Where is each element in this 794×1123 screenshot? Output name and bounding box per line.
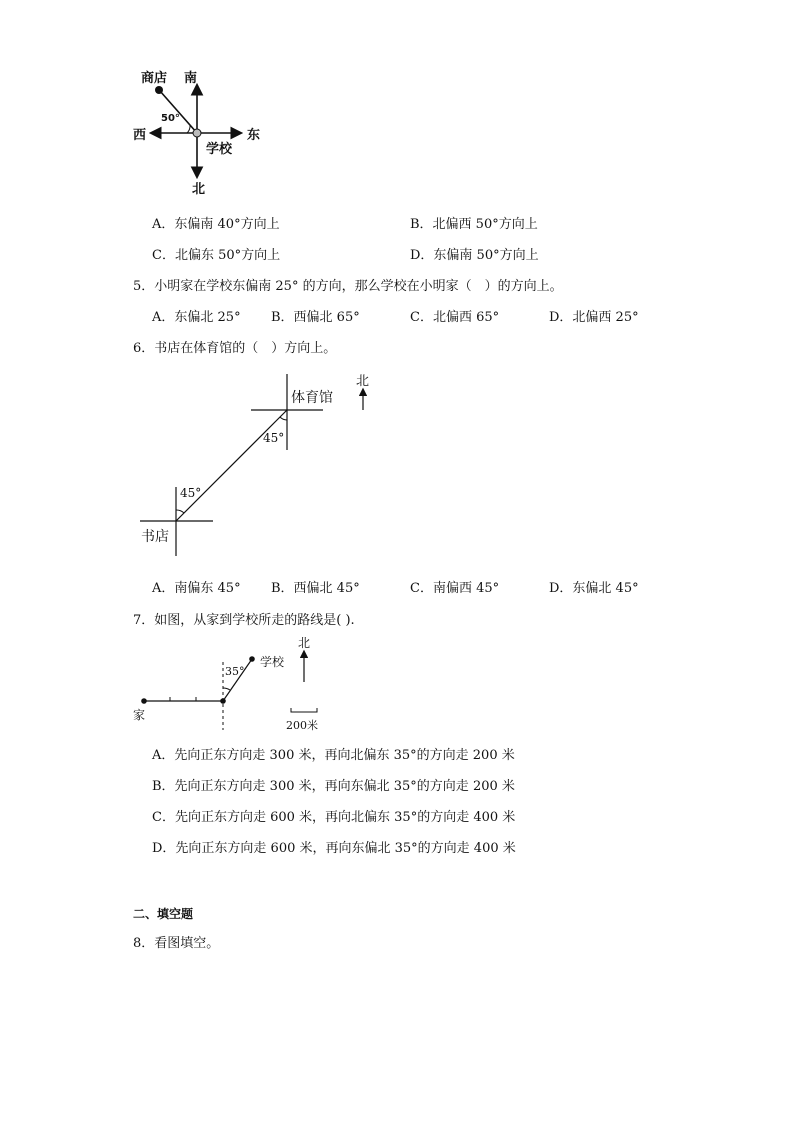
- q7-scale-label: 200米: [286, 719, 318, 732]
- south-label: 南: [184, 71, 198, 86]
- q5-option-b[interactable]: B．西偏北 65°: [271, 310, 360, 325]
- east-label: 东: [247, 128, 261, 143]
- turn-dot: [220, 698, 226, 704]
- school-label: 学校: [206, 142, 233, 157]
- q7-angle-label: 35°: [225, 665, 245, 678]
- bookstore-angle-label: 45°: [180, 486, 202, 500]
- q7-option-d[interactable]: D．先向正东方向走 600 米，再向东偏北 35°的方向走 400 米: [152, 841, 516, 856]
- gym-label: 体育馆: [291, 390, 333, 406]
- q7-school-label: 学校: [260, 655, 285, 669]
- q6-option-c[interactable]: C．南偏西 45°: [410, 581, 500, 596]
- q7-home-label: 家: [133, 708, 146, 722]
- q4-option-c[interactable]: C．北偏东 50°方向上: [152, 248, 281, 263]
- q5-option-c[interactable]: C．北偏西 65°: [410, 310, 500, 325]
- q6-north-label: 北: [356, 374, 370, 389]
- q4-option-b[interactable]: B．北偏西 50°方向上: [410, 217, 538, 232]
- q7-option-b[interactable]: B．先向正东方向走 300 米，再向东偏北 35°的方向走 200 米: [152, 779, 515, 794]
- q7-angle-arc: [223, 688, 230, 690]
- q5-option-a[interactable]: A．东偏北 25°: [152, 310, 241, 325]
- home-dot: [141, 698, 147, 704]
- bookstore-label: 书店: [141, 529, 169, 545]
- school-dot: [249, 656, 255, 662]
- shop-label: 商店: [141, 71, 168, 86]
- q7-north-label: 北: [298, 636, 311, 650]
- q7-stem: 7．如图，从家到学校所走的路线是( ).: [133, 613, 355, 628]
- q4-option-d[interactable]: D．东偏南 50°方向上: [410, 248, 539, 263]
- angle-label: 50°: [161, 113, 180, 124]
- q7-option-a[interactable]: A．先向正东方向走 300 米，再向北偏东 35°的方向走 200 米: [152, 748, 515, 763]
- q8-stem: 8．看图填空。: [133, 936, 220, 951]
- q5-stem: 5．小明家在学校东偏南 25° 的方向，那么学校在小明家（ ）的方向上。: [133, 279, 563, 294]
- q6-option-a[interactable]: A．南偏东 45°: [152, 581, 241, 596]
- q6-option-d[interactable]: D．东偏北 45°: [549, 581, 639, 596]
- q5-option-d[interactable]: D．北偏西 25°: [549, 310, 639, 325]
- q7-option-c[interactable]: C．先向正东方向走 600 米，再向北偏东 35°的方向走 400 米: [152, 810, 516, 825]
- west-label: 西: [133, 128, 147, 143]
- section-title: 二、填空题: [133, 907, 194, 921]
- scale-bar: [291, 708, 317, 712]
- q6-option-b[interactable]: B．西偏北 45°: [271, 581, 360, 596]
- north-label: 北: [192, 182, 206, 197]
- q4-option-a[interactable]: A．东偏南 40°方向上: [152, 217, 280, 232]
- q6-stem: 6．书店在体育馆的（ ）方向上。: [133, 341, 337, 356]
- gym-angle-label: 45°: [263, 431, 285, 445]
